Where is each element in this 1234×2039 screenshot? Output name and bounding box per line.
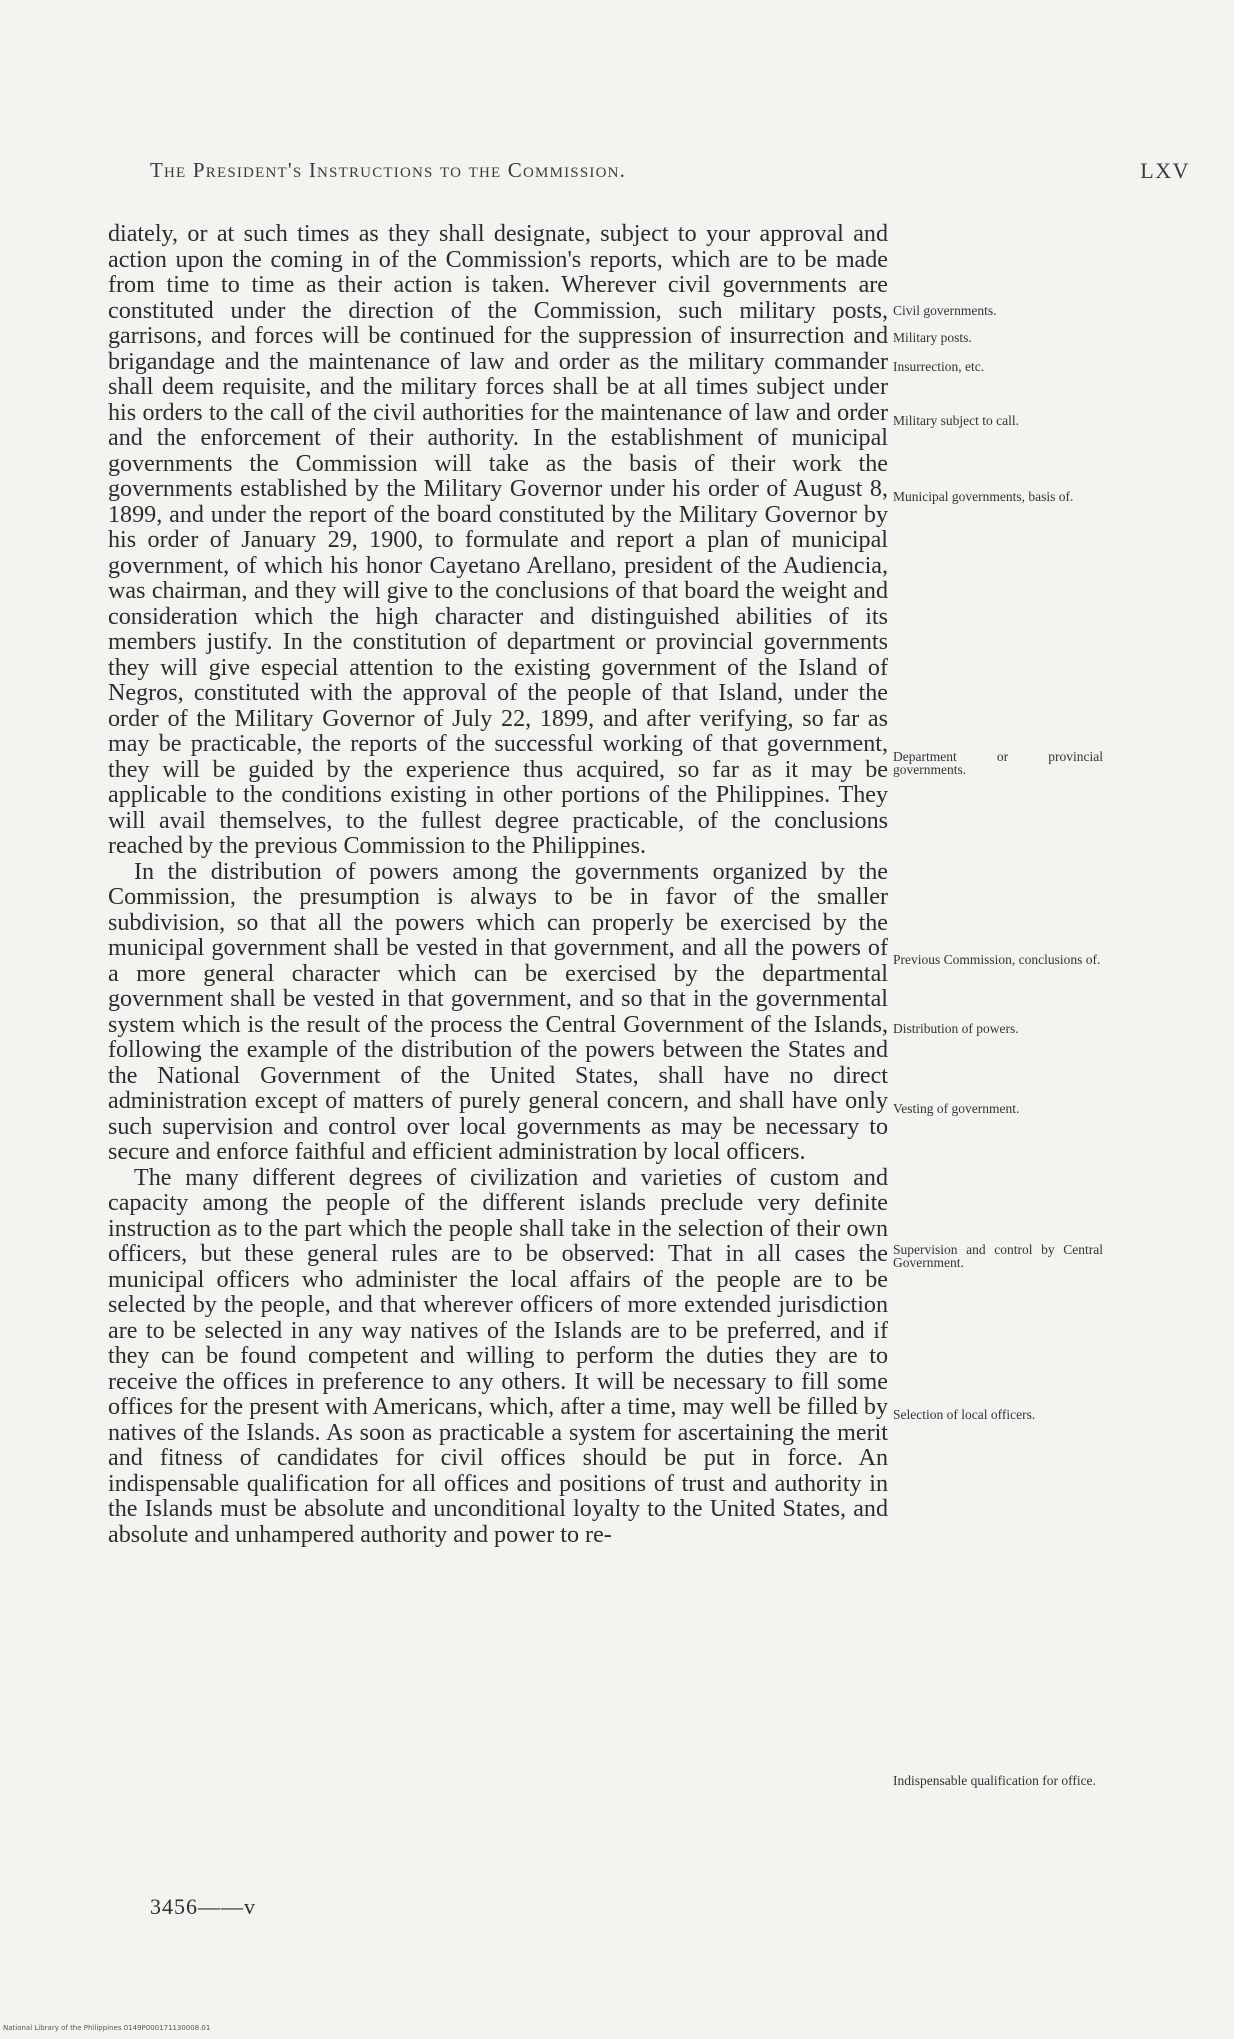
running-head: The President's Instructions to the Commission.	[150, 158, 627, 182]
body-text	[108, 222, 888, 1548]
signature-mark: 3456——v	[150, 1894, 256, 1919]
sidenote-distribution-of-powers: Distribution of powers.	[893, 1021, 1019, 1036]
sidenote-insurrection: Insurrection, etc.	[893, 359, 985, 374]
sidenote-civil-governments: Civil governments.	[893, 303, 997, 318]
sidenote-vesting-of-government: Vesting of government.	[893, 1101, 1020, 1116]
sidenote-military-subject: Military subject to call.	[893, 413, 1019, 428]
sidenote-military-posts: Military posts.	[893, 330, 972, 345]
sidenote-department-governments: Department or provincial governments.	[893, 749, 1103, 777]
sidenote-indispensable-qualification: Indispensable qualification for office.	[893, 1773, 1096, 1788]
sidenote-selection-of-officers: Selection of local officers.	[893, 1407, 1036, 1422]
paragraph: The many different degrees of civilization and varieties of custom and capacity among the people of the different islands preclude very definite instruction as to the part which the people shall take in the selection of their own officers, but these general rules are to be observed: That in all cases the municipal officers who administer the local affairs of the people are to be selected by the people, and that wherever officers of more extended jurisdiction are to be selected in any way natives of the Islands are to be preferred, and if they can be found competent and willing to perform the duties they are to receive the offices in preference to any others. It will be necessary to fill some offices for the present with Americans, which, after a time, may well be filled by natives of the Islands. As soon as practicable a system for ascertaining the merit and fitness of candidates for civil offices should be put in force. An indispensable qualification for all offices and positions of trust and authority in the Islands must be absolute and unconditional loyalty to the United States, and absolute and unhampered authority and power to re-	[108, 1164, 888, 1548]
sidenote-municipal-governments: Municipal governments, basis of.	[893, 489, 1074, 504]
sidenote-previous-commission: Previous Commission, conclusions of.	[893, 952, 1101, 967]
sidenote-supervision-and-control: Supervision and control by Central Government.	[893, 1242, 1103, 1270]
paragraph: In the distribution of powers among the governments organized by the Commission, the presumption is always to be in favor of the smaller subdivision, so that all the powers which can properly be exercised by the municipal government shall be vested in that government, and all the powers of a more general character which can be exercised by the departmental government shall be vested in that government, and so that in the governmental system which is the result of the process the Central Government of the Islands, following the example of the distribution of the powers between the States and the National Government of the United States, shall have no direct administration except of matters of purely general concern, and shall have only such supervision and control over local governments as may be necessary to secure and enforce faithful and efficient administration by local officers.	[108, 858, 888, 1165]
paragraph: diately, or at such times as they shall designate, subject to your approval and action upon the coming in of the Commission's reports, which are to be made from time to time as their action is taken. Wherever civil governments are constituted under the direction of the Commission, such military posts, garrisons, and forces will be continued for the suppression of insurrection and brigandage and the maintenance of law and order as the military commander shall deem requisite, and the military forces shall be at all times subject under his orders to the call of the civil authorities for the maintenance of law and order and the enforcement of their authority. In the establishment of municipal governments the Commission will take as the basis of their work the governments established by the Military Governor under his order of August 8, 1899, and under the report of the board constituted by the Military Governor by his order of January 29, 1900, to formulate and report a plan of municipal government, of which his honor Cayetano Arellano, president of the Audiencia, was chairman, and they will give to the conclusions of that board the weight and consideration which the high character and distinguished abilities of its members justify. In the constitution of department or provincial governments they will give especial attention to the existing government of the Island of Negros, constituted with the approval of the people of that Island, under the order of the Military Governor of July 22, 1899, and after verifying, so far as may be practicable, the reports of the successful working of that government, they will be guided by the experience thus acquired, so far as it may be applicable to the conditions existing in other portions of the Philippines. They will avail themselves, to the fullest degree practicable, of the conclusions reached by the previous Commission to the Philippines.	[108, 221, 888, 859]
footer-stamp: National Library of the Philippines 0149P000171130008.01	[3, 2024, 211, 2032]
page-number: LXV	[1140, 158, 1190, 183]
page-header	[150, 158, 1200, 192]
